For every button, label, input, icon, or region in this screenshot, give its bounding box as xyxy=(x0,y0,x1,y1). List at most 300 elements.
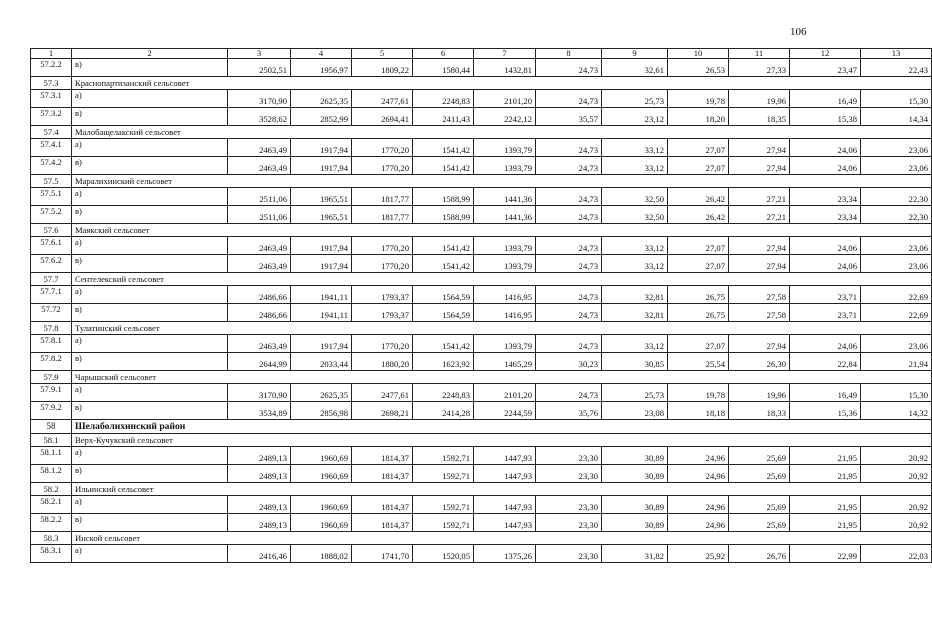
section-row xyxy=(31,77,932,90)
section-name: Инской сельсовет xyxy=(72,532,932,545)
value-cell: 2477,61 xyxy=(352,384,413,402)
value-cell: 2489,13 xyxy=(228,496,291,514)
value-cell: 22,43 xyxy=(861,59,932,77)
value-cell: 26,75 xyxy=(668,304,729,322)
row-code: 57.9 xyxy=(31,371,72,384)
value-cell: 25,73 xyxy=(602,90,668,108)
value-cell: 2486,66 xyxy=(228,286,291,304)
table-row xyxy=(31,255,932,273)
row-label: в) xyxy=(72,255,228,273)
row-code: 57.2.2 xyxy=(31,59,72,77)
value-cell: 1592,71 xyxy=(413,447,474,465)
value-cell: 1956,97 xyxy=(291,59,352,77)
value-cell: 2644,99 xyxy=(228,353,291,371)
column-header: 12 xyxy=(790,49,861,59)
value-cell: 24,73 xyxy=(536,335,602,353)
row-label: в) xyxy=(72,353,228,371)
row-code: 57.3.1 xyxy=(31,90,72,108)
value-cell: 1447,93 xyxy=(474,465,536,483)
row-code: 57.8 xyxy=(31,322,72,335)
row-label: а) xyxy=(72,237,228,255)
value-cell: 27,94 xyxy=(729,139,790,157)
row-code: 57.4.1 xyxy=(31,139,72,157)
section-row xyxy=(31,434,932,447)
column-header: 1 xyxy=(31,49,72,59)
row-code: 58.1.2 xyxy=(31,465,72,483)
value-cell: 26,76 xyxy=(729,545,790,563)
value-cell: 27,94 xyxy=(729,255,790,273)
section-row xyxy=(31,224,932,237)
value-cell: 1447,93 xyxy=(474,496,536,514)
row-code: 57.8.2 xyxy=(31,353,72,371)
value-cell: 20,92 xyxy=(861,447,932,465)
table-row xyxy=(31,139,932,157)
value-cell: 27,07 xyxy=(668,139,729,157)
row-label: в) xyxy=(72,402,228,420)
value-cell: 1941,11 xyxy=(291,286,352,304)
value-cell: 24,73 xyxy=(536,304,602,322)
value-cell: 1770,20 xyxy=(352,237,413,255)
row-code: 57.9.2 xyxy=(31,402,72,420)
row-label: а) xyxy=(72,496,228,514)
column-header: 13 xyxy=(861,49,932,59)
table-row xyxy=(31,402,932,420)
value-cell: 32,81 xyxy=(602,304,668,322)
column-header: 6 xyxy=(413,49,474,59)
value-cell: 21,95 xyxy=(790,447,861,465)
value-cell: 2511,06 xyxy=(228,188,291,206)
row-code: 58 xyxy=(31,420,72,434)
row-code: 58.2.1 xyxy=(31,496,72,514)
value-cell: 23,30 xyxy=(536,496,602,514)
value-cell: 1393,79 xyxy=(474,255,536,273)
value-cell: 1814,37 xyxy=(352,514,413,532)
value-cell: 23,71 xyxy=(790,286,861,304)
value-cell: 2411,43 xyxy=(413,108,474,126)
value-cell: 24,06 xyxy=(790,237,861,255)
value-cell: 3170,90 xyxy=(228,90,291,108)
column-header: 8 xyxy=(536,49,602,59)
column-header: 9 xyxy=(602,49,668,59)
value-cell: 23,47 xyxy=(790,59,861,77)
value-cell: 27,21 xyxy=(729,206,790,224)
value-cell: 2248,83 xyxy=(413,90,474,108)
value-cell: 27,58 xyxy=(729,286,790,304)
value-cell: 2101,20 xyxy=(474,384,536,402)
value-cell: 23,30 xyxy=(536,447,602,465)
value-cell: 32,50 xyxy=(602,188,668,206)
page-number: 106 xyxy=(790,26,807,38)
table-row xyxy=(31,188,932,206)
value-cell: 1793,37 xyxy=(352,286,413,304)
value-cell: 22,69 xyxy=(861,286,932,304)
value-cell: 1809,22 xyxy=(352,59,413,77)
value-cell: 19,78 xyxy=(668,384,729,402)
value-cell: 24,96 xyxy=(668,447,729,465)
value-cell: 26,42 xyxy=(668,206,729,224)
value-cell: 1432,81 xyxy=(474,59,536,77)
value-cell: 2502,51 xyxy=(228,59,291,77)
value-cell: 24,73 xyxy=(536,59,602,77)
value-cell: 33,12 xyxy=(602,139,668,157)
value-cell: 1541,42 xyxy=(413,255,474,273)
row-label: в) xyxy=(72,304,228,322)
value-cell: 25,69 xyxy=(729,447,790,465)
value-cell: 2698,21 xyxy=(352,402,413,420)
section-name: Малобащелакский сельсовет xyxy=(72,126,932,139)
table-row xyxy=(31,108,932,126)
section-row xyxy=(31,175,932,188)
value-cell: 23,30 xyxy=(536,545,602,563)
value-cell: 1465,29 xyxy=(474,353,536,371)
value-cell: 22,84 xyxy=(790,353,861,371)
value-cell: 2625,35 xyxy=(291,90,352,108)
value-cell: 24,96 xyxy=(668,465,729,483)
value-cell: 23,34 xyxy=(790,188,861,206)
value-cell: 22,69 xyxy=(861,304,932,322)
value-cell: 24,73 xyxy=(536,384,602,402)
value-cell: 1880,20 xyxy=(352,353,413,371)
value-cell: 32,61 xyxy=(602,59,668,77)
row-code: 57.6.1 xyxy=(31,237,72,255)
row-code: 58.3.1 xyxy=(31,545,72,563)
value-cell: 22,03 xyxy=(861,545,932,563)
value-cell: 1917,94 xyxy=(291,255,352,273)
value-cell: 35,57 xyxy=(536,108,602,126)
value-cell: 15,30 xyxy=(861,90,932,108)
value-cell: 2463,49 xyxy=(228,255,291,273)
row-code: 57.3.2 xyxy=(31,108,72,126)
value-cell: 30,89 xyxy=(602,465,668,483)
column-header: 7 xyxy=(474,49,536,59)
value-cell: 18,33 xyxy=(729,402,790,420)
value-cell: 2101,20 xyxy=(474,90,536,108)
value-cell: 18,20 xyxy=(668,108,729,126)
section-row xyxy=(31,273,932,286)
row-label: а) xyxy=(72,139,228,157)
value-cell: 22,30 xyxy=(861,206,932,224)
row-code: 57.4.2 xyxy=(31,157,72,175)
value-cell: 14,34 xyxy=(861,108,932,126)
value-cell: 2463,49 xyxy=(228,237,291,255)
value-cell: 21,95 xyxy=(790,496,861,514)
row-label: в) xyxy=(72,465,228,483)
value-cell: 25,69 xyxy=(729,496,790,514)
value-cell: 21,95 xyxy=(790,514,861,532)
value-cell: 1817,77 xyxy=(352,206,413,224)
section-row xyxy=(31,126,932,139)
value-cell: 1447,93 xyxy=(474,514,536,532)
value-cell: 24,73 xyxy=(536,90,602,108)
value-cell: 14,32 xyxy=(861,402,932,420)
value-cell: 20,92 xyxy=(861,465,932,483)
value-cell: 1814,37 xyxy=(352,496,413,514)
value-cell: 30,89 xyxy=(602,447,668,465)
value-cell: 2463,49 xyxy=(228,335,291,353)
row-label: а) xyxy=(72,188,228,206)
table-row xyxy=(31,447,932,465)
value-cell: 24,96 xyxy=(668,496,729,514)
value-cell: 15,30 xyxy=(861,384,932,402)
value-cell: 26,75 xyxy=(668,286,729,304)
section-name: Сентелекский сельсовет xyxy=(72,273,932,286)
value-cell: 24,73 xyxy=(536,188,602,206)
value-cell: 23,30 xyxy=(536,514,602,532)
value-cell: 1541,42 xyxy=(413,157,474,175)
value-cell: 23,06 xyxy=(861,139,932,157)
table-row xyxy=(31,206,932,224)
value-cell: 1441,36 xyxy=(474,188,536,206)
value-cell: 1592,71 xyxy=(413,465,474,483)
value-cell: 1770,20 xyxy=(352,157,413,175)
value-cell: 1564,59 xyxy=(413,304,474,322)
value-cell: 23,06 xyxy=(861,255,932,273)
value-cell: 31,82 xyxy=(602,545,668,563)
value-cell: 16,49 xyxy=(790,90,861,108)
value-cell: 1965,51 xyxy=(291,206,352,224)
value-cell: 21,95 xyxy=(790,465,861,483)
value-cell: 1375,26 xyxy=(474,545,536,563)
value-cell: 27,07 xyxy=(668,157,729,175)
value-cell: 19,96 xyxy=(729,384,790,402)
row-code: 57.8.1 xyxy=(31,335,72,353)
table-row xyxy=(31,59,932,77)
value-cell: 2414,28 xyxy=(413,402,474,420)
table-row xyxy=(31,496,932,514)
value-cell: 33,12 xyxy=(602,157,668,175)
value-cell: 1960,69 xyxy=(291,514,352,532)
value-cell: 27,94 xyxy=(729,157,790,175)
value-cell: 32,50 xyxy=(602,206,668,224)
column-header: 4 xyxy=(291,49,352,59)
value-cell: 24,73 xyxy=(536,286,602,304)
value-cell: 2856,98 xyxy=(291,402,352,420)
value-cell: 3534,89 xyxy=(228,402,291,420)
value-cell: 30,23 xyxy=(536,353,602,371)
table-row xyxy=(31,286,932,304)
value-cell: 35,76 xyxy=(536,402,602,420)
value-cell: 1447,93 xyxy=(474,447,536,465)
value-cell: 1592,71 xyxy=(413,496,474,514)
value-cell: 1580,44 xyxy=(413,59,474,77)
table-row xyxy=(31,335,932,353)
value-cell: 2852,99 xyxy=(291,108,352,126)
value-cell: 2463,49 xyxy=(228,139,291,157)
section-name: Тулатинский сельсовет xyxy=(72,322,932,335)
table-row xyxy=(31,304,932,322)
value-cell: 23,06 xyxy=(861,157,932,175)
row-label: в) xyxy=(72,108,228,126)
value-cell: 3170,90 xyxy=(228,384,291,402)
row-code: 57.5.2 xyxy=(31,206,72,224)
section-name: Ильинский сельсовет xyxy=(72,483,932,496)
value-cell: 1416,95 xyxy=(474,286,536,304)
row-code: 58.3 xyxy=(31,532,72,545)
row-code: 57.3 xyxy=(31,77,72,90)
section-name: Верх-Кучукский сельсовет xyxy=(72,434,932,447)
value-cell: 1770,20 xyxy=(352,255,413,273)
row-code: 58.2.2 xyxy=(31,514,72,532)
district-name: Шелаболихинский район xyxy=(72,420,932,434)
row-code: 57.9.1 xyxy=(31,384,72,402)
value-cell: 1770,20 xyxy=(352,139,413,157)
value-cell: 2489,13 xyxy=(228,447,291,465)
value-cell: 23,06 xyxy=(861,335,932,353)
value-cell: 23,06 xyxy=(861,237,932,255)
table-row xyxy=(31,545,932,563)
table-row xyxy=(31,514,932,532)
value-cell: 1917,94 xyxy=(291,157,352,175)
value-cell: 27,07 xyxy=(668,255,729,273)
value-cell: 25,69 xyxy=(729,465,790,483)
row-label: в) xyxy=(72,157,228,175)
row-label: а) xyxy=(72,286,228,304)
table-row xyxy=(31,353,932,371)
table-header-row xyxy=(31,49,932,59)
section-name: Маралихинский сельсовет xyxy=(72,175,932,188)
value-cell: 1623,92 xyxy=(413,353,474,371)
value-cell: 18,35 xyxy=(729,108,790,126)
value-cell: 27,33 xyxy=(729,59,790,77)
row-code: 58.1 xyxy=(31,434,72,447)
value-cell: 18,18 xyxy=(668,402,729,420)
section-row xyxy=(31,483,932,496)
value-cell: 1564,59 xyxy=(413,286,474,304)
section-name: Чарышский сельсовет xyxy=(72,371,932,384)
row-code: 57.4 xyxy=(31,126,72,139)
value-cell: 1941,11 xyxy=(291,304,352,322)
value-cell: 20,92 xyxy=(861,496,932,514)
row-label: в) xyxy=(72,514,228,532)
value-cell: 1960,69 xyxy=(291,496,352,514)
value-cell: 25,73 xyxy=(602,384,668,402)
value-cell: 2248,83 xyxy=(413,384,474,402)
value-cell: 24,73 xyxy=(536,206,602,224)
table-row xyxy=(31,384,932,402)
value-cell: 15,36 xyxy=(790,402,861,420)
value-cell: 3528,62 xyxy=(228,108,291,126)
value-cell: 24,73 xyxy=(536,157,602,175)
value-cell: 1592,71 xyxy=(413,514,474,532)
value-cell: 19,96 xyxy=(729,90,790,108)
value-cell: 1814,37 xyxy=(352,447,413,465)
table-row xyxy=(31,465,932,483)
value-cell: 1441,36 xyxy=(474,206,536,224)
value-cell: 26,30 xyxy=(729,353,790,371)
value-cell: 25,92 xyxy=(668,545,729,563)
value-cell: 1741,70 xyxy=(352,545,413,563)
row-code: 57.7.1 xyxy=(31,286,72,304)
value-cell: 23,34 xyxy=(790,206,861,224)
value-cell: 23,12 xyxy=(602,108,668,126)
value-cell: 24,06 xyxy=(790,157,861,175)
value-cell: 27,94 xyxy=(729,335,790,353)
value-cell: 25,69 xyxy=(729,514,790,532)
value-cell: 1588,99 xyxy=(413,206,474,224)
value-cell: 1793,37 xyxy=(352,304,413,322)
value-cell: 24,06 xyxy=(790,255,861,273)
value-cell: 2463,49 xyxy=(228,157,291,175)
row-code: 58.2 xyxy=(31,483,72,496)
row-code: 57.6 xyxy=(31,224,72,237)
value-cell: 2625,35 xyxy=(291,384,352,402)
row-label: в) xyxy=(72,206,228,224)
value-cell: 1393,79 xyxy=(474,335,536,353)
value-cell: 33,12 xyxy=(602,237,668,255)
value-cell: 30,89 xyxy=(602,514,668,532)
value-cell: 1393,79 xyxy=(474,157,536,175)
column-header: 11 xyxy=(729,49,790,59)
row-code: 57.72 xyxy=(31,304,72,322)
value-cell: 21,94 xyxy=(861,353,932,371)
value-cell: 2244,59 xyxy=(474,402,536,420)
value-cell: 1917,94 xyxy=(291,139,352,157)
value-cell: 24,06 xyxy=(790,139,861,157)
value-cell: 32,81 xyxy=(602,286,668,304)
value-cell: 2489,13 xyxy=(228,514,291,532)
value-cell: 1917,94 xyxy=(291,237,352,255)
row-code: 57.6.2 xyxy=(31,255,72,273)
value-cell: 27,07 xyxy=(668,335,729,353)
value-cell: 27,94 xyxy=(729,237,790,255)
value-cell: 23,71 xyxy=(790,304,861,322)
value-cell: 2242,12 xyxy=(474,108,536,126)
value-cell: 1917,94 xyxy=(291,335,352,353)
table-row xyxy=(31,157,932,175)
value-cell: 26,53 xyxy=(668,59,729,77)
value-cell: 30,85 xyxy=(602,353,668,371)
value-cell: 30,89 xyxy=(602,496,668,514)
value-cell: 2694,41 xyxy=(352,108,413,126)
value-cell: 1520,05 xyxy=(413,545,474,563)
value-cell: 1393,79 xyxy=(474,237,536,255)
value-cell: 1817,77 xyxy=(352,188,413,206)
value-cell: 24,73 xyxy=(536,255,602,273)
column-header: 3 xyxy=(228,49,291,59)
value-cell: 1770,20 xyxy=(352,335,413,353)
row-label: а) xyxy=(72,447,228,465)
value-cell: 2416,46 xyxy=(228,545,291,563)
value-cell: 1960,69 xyxy=(291,465,352,483)
row-code: 58.1.1 xyxy=(31,447,72,465)
section-name: Маякский сельсовет xyxy=(72,224,932,237)
value-cell: 24,96 xyxy=(668,514,729,532)
row-label: а) xyxy=(72,384,228,402)
row-code: 57.5.1 xyxy=(31,188,72,206)
value-cell: 22,99 xyxy=(790,545,861,563)
district-row xyxy=(31,420,932,434)
value-cell: 22,30 xyxy=(861,188,932,206)
value-cell: 23,30 xyxy=(536,465,602,483)
row-code: 57.7 xyxy=(31,273,72,286)
value-cell: 2477,61 xyxy=(352,90,413,108)
value-cell: 1541,42 xyxy=(413,237,474,255)
value-cell: 27,21 xyxy=(729,188,790,206)
value-cell: 1588,99 xyxy=(413,188,474,206)
value-cell: 1393,79 xyxy=(474,139,536,157)
value-cell: 24,73 xyxy=(536,139,602,157)
value-cell: 2486,66 xyxy=(228,304,291,322)
value-cell: 27,07 xyxy=(668,237,729,255)
value-cell: 1960,69 xyxy=(291,447,352,465)
column-header: 5 xyxy=(352,49,413,59)
row-label: а) xyxy=(72,335,228,353)
value-cell: 25,54 xyxy=(668,353,729,371)
value-cell: 20,92 xyxy=(861,514,932,532)
value-cell: 26,42 xyxy=(668,188,729,206)
section-name: Краснопартизанский сельсовет xyxy=(72,77,932,90)
row-label: а) xyxy=(72,545,228,563)
